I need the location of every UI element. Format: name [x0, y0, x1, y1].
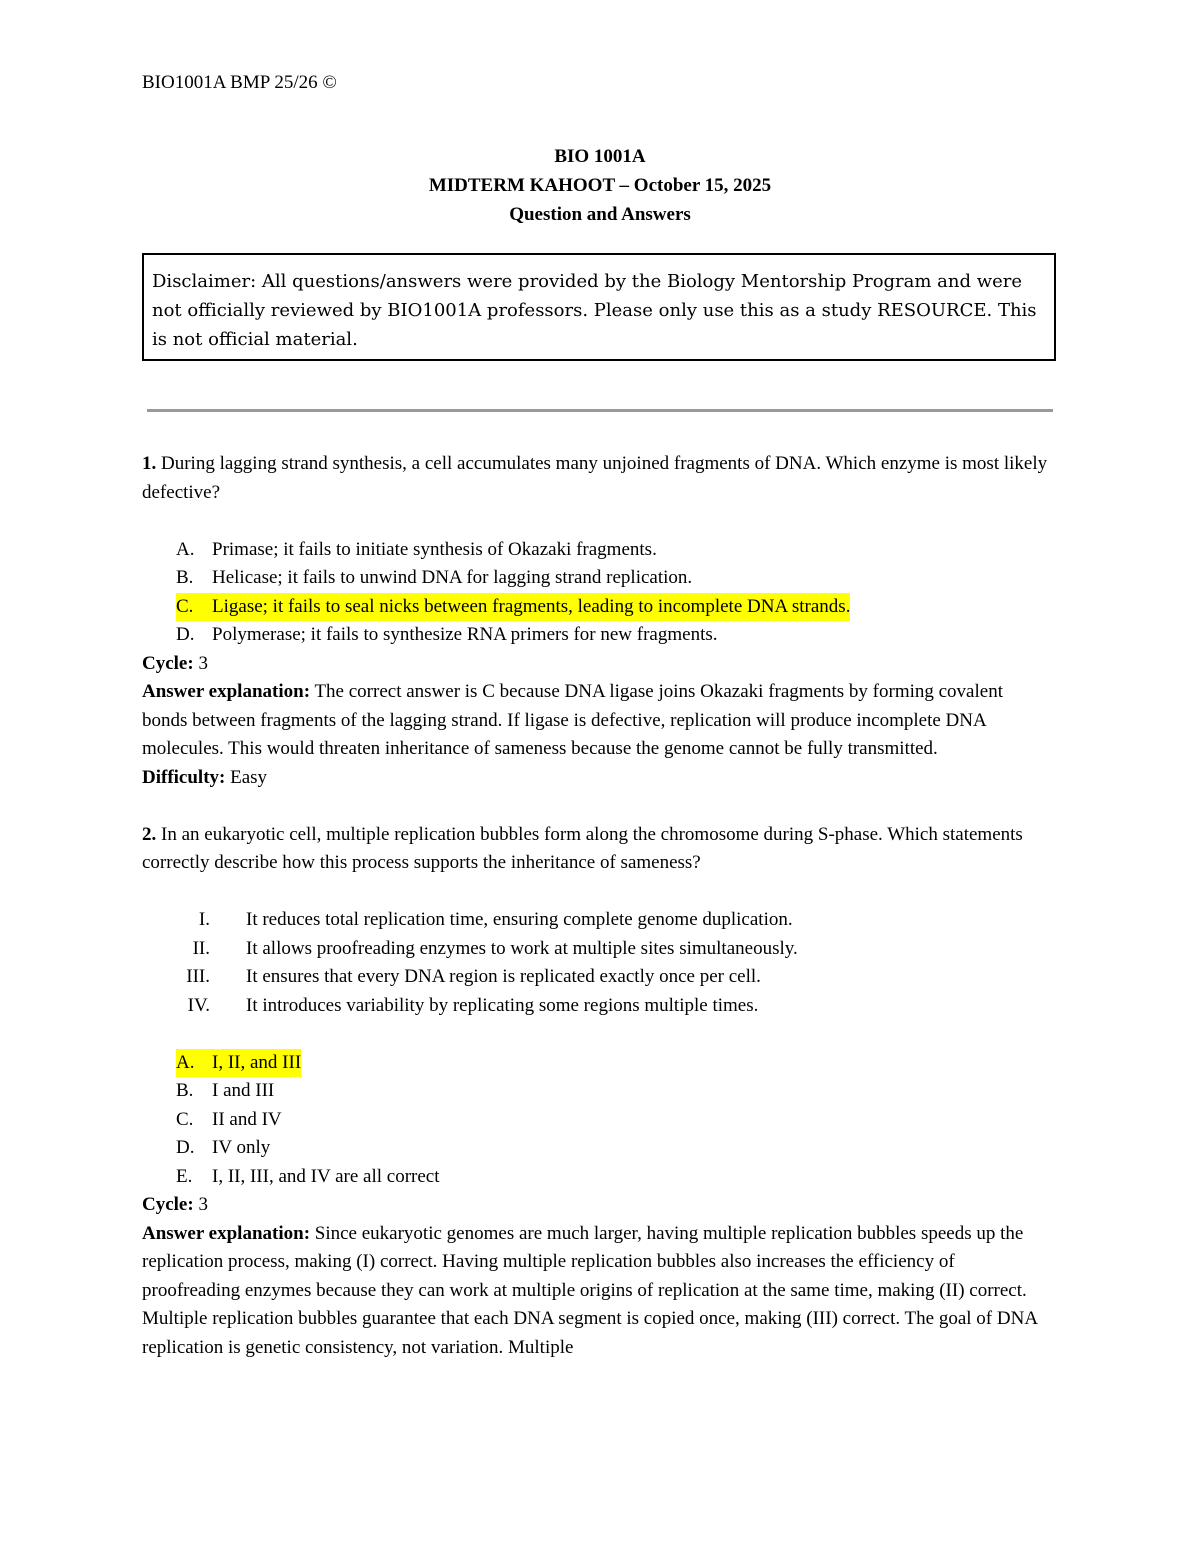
question-stem: [142, 450, 1052, 507]
option-letter: B.: [176, 567, 194, 588]
option-text: I, II, III, and IV are all correct: [212, 1165, 440, 1187]
statement-number: I.: [198, 909, 210, 930]
option-text: Primase; it fails to initiate synthesis of Okazaki fragments.: [212, 538, 657, 560]
answer-options: [142, 536, 1052, 650]
page-subtitle: Question and Answers: [509, 204, 691, 225]
difficulty-value: Easy: [230, 766, 268, 788]
explanation-label: Answer explanation:: [142, 681, 311, 702]
cycle-label: Cycle:: [142, 1194, 194, 1215]
option-text: Ligase; it fails to seal nicks between fragments, leading to incomplete DNA strands.: [212, 593, 850, 622]
explanation-paragraph: [142, 1220, 1052, 1363]
option-a: [176, 536, 1052, 565]
statement-text: It introduces variability by replicating some regions multiple times.: [246, 994, 759, 1016]
running-header: BIO1001A BMP 25/26 ©: [142, 72, 337, 93]
question-1: [142, 450, 1052, 792]
option-letter: E.: [176, 1165, 193, 1187]
cycle-line: [142, 1191, 1052, 1220]
option-letter: C.: [176, 593, 212, 622]
statement-number: II.: [192, 937, 210, 959]
option-text: II and IV: [212, 1108, 282, 1130]
option-letter: C.: [176, 1108, 194, 1130]
option-letter: A.: [176, 538, 195, 560]
option-letter: A.: [176, 1049, 212, 1078]
option-text: I and III: [212, 1080, 275, 1101]
horizontal-divider: [147, 409, 1053, 412]
option-d: [176, 1134, 1052, 1163]
title-block: [0, 142, 1200, 229]
event-title: MIDTERM KAHOOT – October 15, 2025: [428, 175, 772, 196]
cycle-value: 3: [198, 1194, 208, 1215]
question-number: 1.: [142, 453, 157, 474]
statement-item: [142, 935, 1052, 964]
cycle-line: [142, 650, 1052, 679]
option-text: IV only: [212, 1137, 271, 1158]
option-letter: B.: [176, 1080, 194, 1101]
explanation-text: Since eukaryotic genomes are much larger, having multiple replication bubbles speeds up the replication process, making (I) correct. Having multiple replication bubbles also increases the efficiency of proofreading enzymes because they can work at multiple origins of replication at the same time, making (II) correct. Multiple replication bubbles guarantee that each DNA segment is copied once, making (III) correct. The goal of DNA replication is genetic consistency, not variation. Multiple: [142, 1222, 1037, 1358]
cycle-value: 3: [198, 652, 208, 674]
statement-item: [142, 906, 1052, 935]
course-title: BIO 1001A: [554, 146, 646, 167]
disclaimer-text: Disclaimer: All questions/answers were provided by the Biology Mentorship Program and were not officially reviewed by BIO1001A professors. Please only use this as a study RESOURCE. This is not official material.: [152, 271, 1037, 350]
question-stem: [142, 821, 1052, 878]
statement-number: IV.: [187, 994, 210, 1016]
option-d: [176, 621, 1052, 650]
option-a-correct: [176, 1049, 1052, 1078]
statement-list: [142, 906, 1052, 1020]
option-b: [176, 564, 1052, 593]
statement-text: It allows proofreading enzymes to work at multiple sites simultaneously.: [246, 937, 798, 959]
statement-number: III.: [186, 966, 210, 987]
option-b: [176, 1077, 1052, 1106]
option-text: Helicase; it fails to unwind DNA for lagging strand replication.: [212, 567, 693, 588]
difficulty-label: Difficulty:: [142, 766, 226, 788]
statement-text: It reduces total replication time, ensuring complete genome duplication.: [246, 909, 793, 930]
option-e: [176, 1163, 1052, 1192]
question-2: [142, 821, 1052, 1363]
question-text: During lagging strand synthesis, a cell accumulates many unjoined fragments of DNA. Which enzyme is most likely defective?: [142, 453, 1048, 503]
questions-content: [142, 450, 1052, 1362]
explanation-label: Answer explanation:: [142, 1222, 311, 1244]
option-text: Polymerase; it fails to synthesize RNA primers for new fragments.: [212, 624, 718, 645]
question-text: In an eukaryotic cell, multiple replication bubbles form along the chromosome during S-phase. Which statements correctly describe how this process supports the inheritance of sameness?: [142, 823, 1023, 873]
explanation-text: The correct answer is C because DNA ligase joins Okazaki fragments by forming covalent bonds between fragments of the lagging strand. If ligase is defective, replication will produce incomplete DNA molecules. This would threaten inheritance of sameness because the genome cannot be fully transmitted.: [142, 681, 1003, 759]
cycle-label: Cycle:: [142, 652, 194, 674]
answer-options: [142, 1049, 1052, 1192]
statement-text: It ensures that every DNA region is replicated exactly once per cell.: [246, 966, 761, 987]
disclaimer-box: [142, 253, 1056, 361]
option-c: [176, 1106, 1052, 1135]
statement-item: [142, 963, 1052, 992]
option-c-correct: [176, 593, 1052, 622]
question-number: 2.: [142, 823, 157, 845]
option-letter: D.: [176, 1137, 195, 1158]
option-text: I, II, and III: [212, 1049, 301, 1078]
statement-item: [142, 992, 1052, 1021]
option-letter: D.: [176, 624, 195, 645]
explanation-paragraph: [142, 678, 1052, 764]
difficulty-line: [142, 764, 1052, 793]
